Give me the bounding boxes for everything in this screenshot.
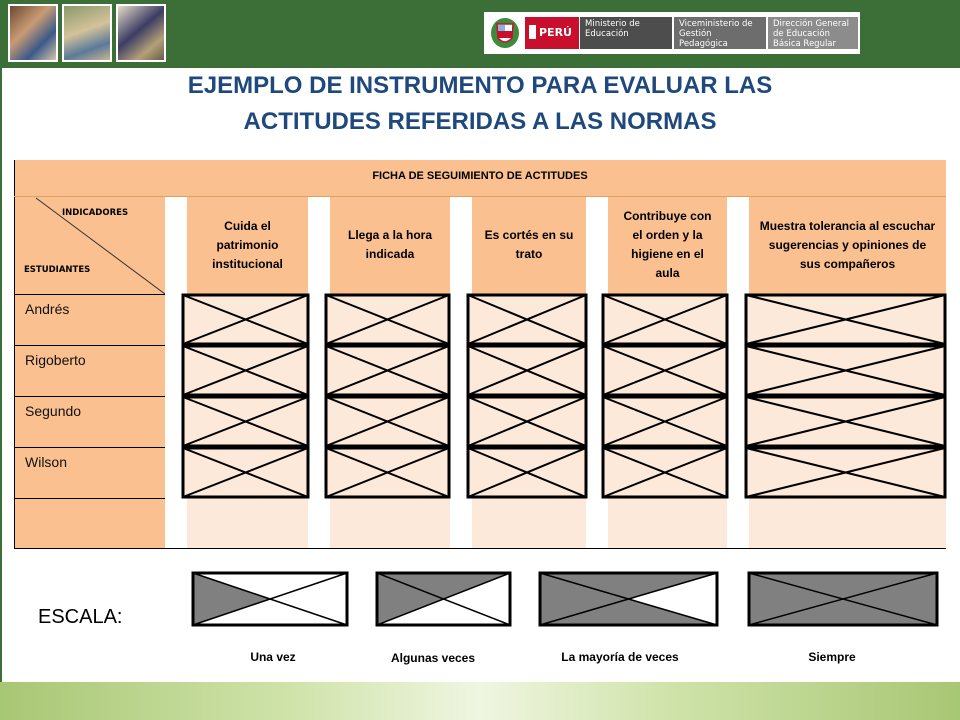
cross-mark-cell xyxy=(602,396,728,447)
cross-mark-cell xyxy=(602,294,728,345)
header-divider xyxy=(14,196,946,197)
cross-mark-cell xyxy=(467,396,587,447)
student-row xyxy=(14,447,165,498)
scale-level-4: Siempre xyxy=(808,650,856,664)
scale-level-1: Una vez xyxy=(250,650,296,664)
photo-children-2 xyxy=(62,4,112,62)
scale-box xyxy=(376,572,511,626)
indicator-header-3: Es cortés en su trato xyxy=(472,196,586,294)
top-banner xyxy=(0,0,960,68)
student-name: Andrés xyxy=(25,301,70,317)
student-row xyxy=(14,396,165,447)
coat-of-arms-icon xyxy=(488,16,522,50)
indicators-label: INDICADORES xyxy=(62,208,129,218)
ministry-logo xyxy=(484,12,860,54)
cross-mark-cell xyxy=(325,396,450,447)
logo-direction-label: Dirección General de Educación Básica Regular xyxy=(768,17,858,49)
student-name: Rigoberto xyxy=(25,352,86,368)
student-row xyxy=(14,345,165,396)
cross-mark-cell xyxy=(467,447,587,498)
student-name: Segundo xyxy=(25,403,82,419)
photo-children-1 xyxy=(8,4,58,62)
scale-level-3: La mayoría de veces xyxy=(561,650,679,664)
student-name: Wilson xyxy=(25,454,68,470)
scale-label: ESCALA: xyxy=(38,606,123,628)
indicator-header-5: Muestra tolerancia al escuchar sugerencias y opiniones de sus compañeros xyxy=(749,196,946,294)
empty-cell xyxy=(330,498,450,549)
indicator-header-2: Llega a la hora indicada xyxy=(330,196,450,294)
student-row xyxy=(14,294,165,345)
cross-mark-cell xyxy=(182,294,309,345)
table-border-bottom xyxy=(14,548,946,549)
corner-header xyxy=(14,196,165,294)
cross-mark-cell xyxy=(745,345,946,396)
page-title xyxy=(100,68,860,140)
table-caption: FICHA DE SEGUIMIENTO DE ACTITUDES xyxy=(14,160,946,196)
indicator-header-4: Contribuye con el orden y la higiene en el aula xyxy=(608,196,727,294)
empty-row xyxy=(14,498,165,549)
logo-peru-label: PERÚ xyxy=(525,17,579,49)
table-border-left xyxy=(14,160,15,549)
empty-cell xyxy=(187,498,308,549)
logo-ministry-label: Ministerio de Educación xyxy=(580,17,672,49)
scale-level-2: Algunas veces xyxy=(390,651,476,665)
cross-mark-cell xyxy=(745,396,946,447)
photo-children-3 xyxy=(116,4,166,62)
scale-box xyxy=(748,572,938,626)
scale-box xyxy=(539,572,718,626)
cross-mark-cell xyxy=(182,447,309,498)
scale-box xyxy=(192,572,348,626)
cross-mark-cell xyxy=(745,447,946,498)
cross-mark-cell xyxy=(467,345,587,396)
cross-mark-cell xyxy=(182,345,309,396)
students-label: ESTUDIANTES xyxy=(24,265,91,275)
indicator-header-1: Cuida el patrimonio institucional xyxy=(187,196,308,294)
cross-mark-cell xyxy=(467,294,587,345)
cross-mark-cell xyxy=(602,345,728,396)
footer-grass xyxy=(0,682,960,720)
title-line-1: EJEMPLO DE INSTRUMENTO PARA EVALUAR LAS xyxy=(187,72,773,99)
cross-mark-cell xyxy=(602,447,728,498)
cross-mark-cell xyxy=(325,294,450,345)
title-line-2: ACTITUDES REFERIDAS A LAS NORMAS xyxy=(243,108,717,135)
cross-mark-cell xyxy=(325,447,450,498)
empty-cell xyxy=(749,498,946,549)
empty-cell xyxy=(608,498,727,549)
cross-mark-cell xyxy=(182,396,309,447)
logo-vice-label: Viceministerio de Gestión Pedagógica xyxy=(674,17,766,49)
cross-mark-cell xyxy=(745,294,946,345)
left-border xyxy=(0,68,2,720)
cross-mark-cell xyxy=(325,345,450,396)
empty-cell xyxy=(472,498,586,549)
